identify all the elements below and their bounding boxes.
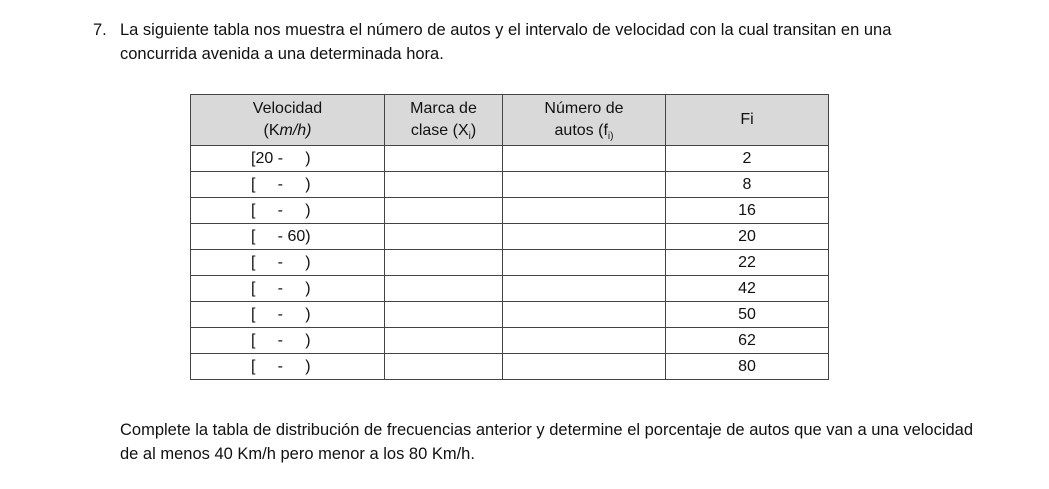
table-row bbox=[191, 328, 829, 354]
table-row bbox=[191, 224, 829, 250]
fi-cell: 2 bbox=[666, 146, 829, 172]
interval-cell: [ - ) bbox=[191, 302, 385, 328]
fi-cell: 20 bbox=[666, 224, 829, 250]
class-mark-cell[interactable] bbox=[385, 172, 503, 198]
count-cell[interactable] bbox=[503, 302, 666, 328]
interval-cell: [ - ) bbox=[191, 328, 385, 354]
interval-cell: [ - ) bbox=[191, 250, 385, 276]
count-cell[interactable] bbox=[503, 198, 666, 224]
header-class-mark: Marca de clase $(X_i)$ bbox=[385, 95, 503, 146]
interval-cell: [ - ) bbox=[191, 172, 385, 198]
count-cell[interactable] bbox=[503, 354, 666, 380]
table-row bbox=[191, 146, 829, 172]
interval-cell: [ - 60) bbox=[191, 224, 385, 250]
table-row bbox=[191, 198, 829, 224]
count-cell[interactable] bbox=[503, 276, 666, 302]
interval-cell: [ - ) bbox=[191, 354, 385, 380]
interval-cell: [20 - ) bbox=[191, 146, 385, 172]
class-mark-cell[interactable] bbox=[385, 302, 503, 328]
interval-cell: [ - ) bbox=[191, 276, 385, 302]
fi-cell: 62 bbox=[666, 328, 829, 354]
header-fi: Fi bbox=[666, 95, 829, 146]
class-mark-cell[interactable] bbox=[385, 250, 503, 276]
fi-cell: 50 bbox=[666, 302, 829, 328]
class-mark-cell[interactable] bbox=[385, 276, 503, 302]
instructions-text: Complete la tabla de distribución de frecuencias anterior y determine el porcentaje de autos que van a una velocidad de al menos 40 Km/h pero menor a los 80 Km/h. bbox=[120, 421, 974, 463]
header-car-count: Número de autos ($f_{i)}$ bbox=[503, 95, 666, 146]
count-cell[interactable] bbox=[503, 146, 666, 172]
question-text: La siguiente tabla nos muestra el número de autos y el intervalo de velocidad con la cual transitan en una concurrida avenida a una determinada hora. bbox=[120, 21, 892, 63]
count-cell[interactable] bbox=[503, 172, 666, 198]
fi-cell: 80 bbox=[666, 354, 829, 380]
class-mark-cell[interactable] bbox=[385, 198, 503, 224]
class-mark-cell[interactable] bbox=[385, 354, 503, 380]
question-number: 7. bbox=[93, 21, 107, 39]
interval-cell: [ - ) bbox=[191, 198, 385, 224]
count-cell[interactable] bbox=[503, 328, 666, 354]
table-row bbox=[191, 354, 829, 380]
class-mark-cell[interactable] bbox=[385, 146, 503, 172]
class-mark-cell[interactable] bbox=[385, 224, 503, 250]
table-header-row bbox=[191, 95, 829, 146]
question-7 bbox=[93, 18, 973, 66]
fi-cell: 8 bbox=[666, 172, 829, 198]
table-row bbox=[191, 302, 829, 328]
table-row bbox=[191, 276, 829, 302]
table-row bbox=[191, 172, 829, 198]
table-row bbox=[191, 250, 829, 276]
fi-cell: 22 bbox=[666, 250, 829, 276]
header-velocity: Velocidad (Km/h) bbox=[191, 95, 385, 146]
count-cell[interactable] bbox=[503, 224, 666, 250]
fi-cell: 42 bbox=[666, 276, 829, 302]
class-mark-cell[interactable] bbox=[385, 328, 503, 354]
fi-cell: 16 bbox=[666, 198, 829, 224]
count-cell[interactable] bbox=[503, 250, 666, 276]
frequency-table bbox=[190, 94, 829, 380]
